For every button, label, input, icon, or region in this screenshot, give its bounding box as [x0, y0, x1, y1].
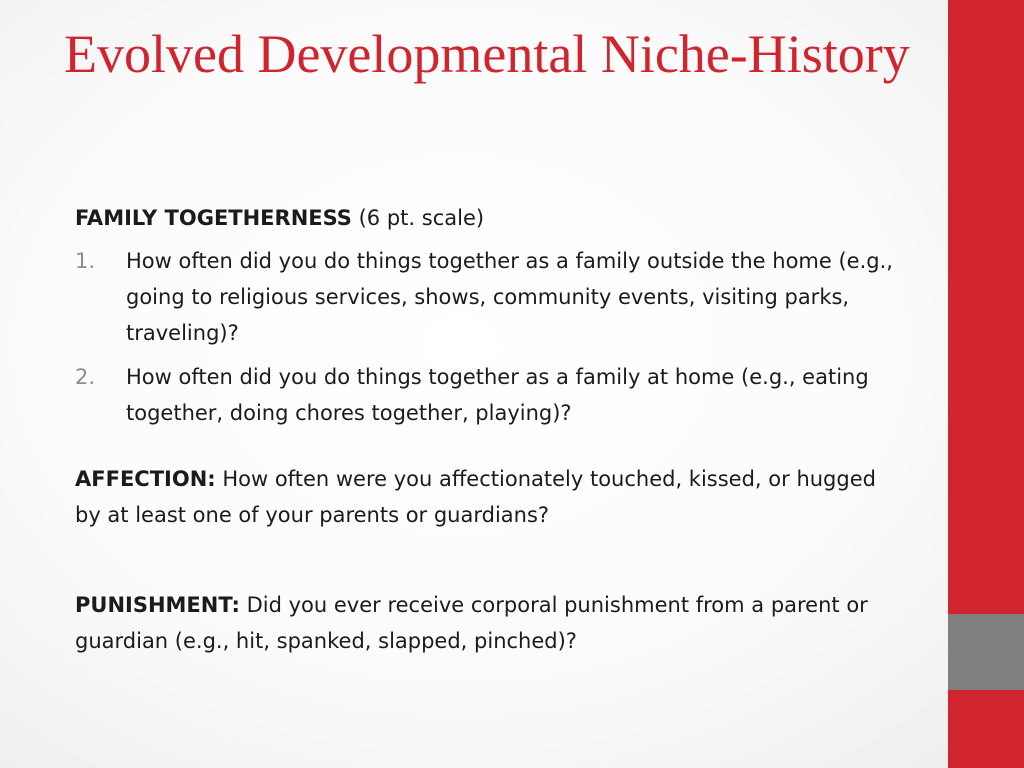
- sidebar-gray-block: [948, 614, 1024, 690]
- list-item: [75, 359, 905, 431]
- scale-note: (6 pt. scale): [351, 206, 485, 230]
- slide-body: [75, 200, 905, 659]
- list-item-number: 2.: [75, 365, 96, 389]
- affection-paragraph: [75, 461, 905, 533]
- affection-text: How often were you affectionately touched, kissed, or hugged by at least one of your parents or guardians?: [75, 467, 876, 527]
- list-item-text: How often did you do things together as a family at home (e.g., eating together, doing chores together, playing)?: [126, 365, 869, 425]
- list-item: [75, 243, 905, 351]
- family-togetherness-list: [75, 243, 905, 431]
- punishment-paragraph: [75, 587, 905, 659]
- punishment-heading: PUNISHMENT:: [75, 593, 240, 617]
- punishment-text: Did you ever receive corporal punishment from a parent or guardian (e.g., hit, spanked, slapped, pinched)?: [75, 593, 868, 653]
- family-togetherness-heading-line: [75, 200, 905, 236]
- family-togetherness-heading: FAMILY TOGETHERNESS: [75, 206, 352, 230]
- list-item-number: 1.: [75, 249, 96, 273]
- list-item-text: How often did you do things together as a family outside the home (e.g., going to religious services, shows, community events, visiting parks, traveling)?: [126, 249, 893, 345]
- slide-title: Evolved Developmental Niche-History: [64, 24, 910, 84]
- affection-heading: AFFECTION:: [75, 467, 216, 491]
